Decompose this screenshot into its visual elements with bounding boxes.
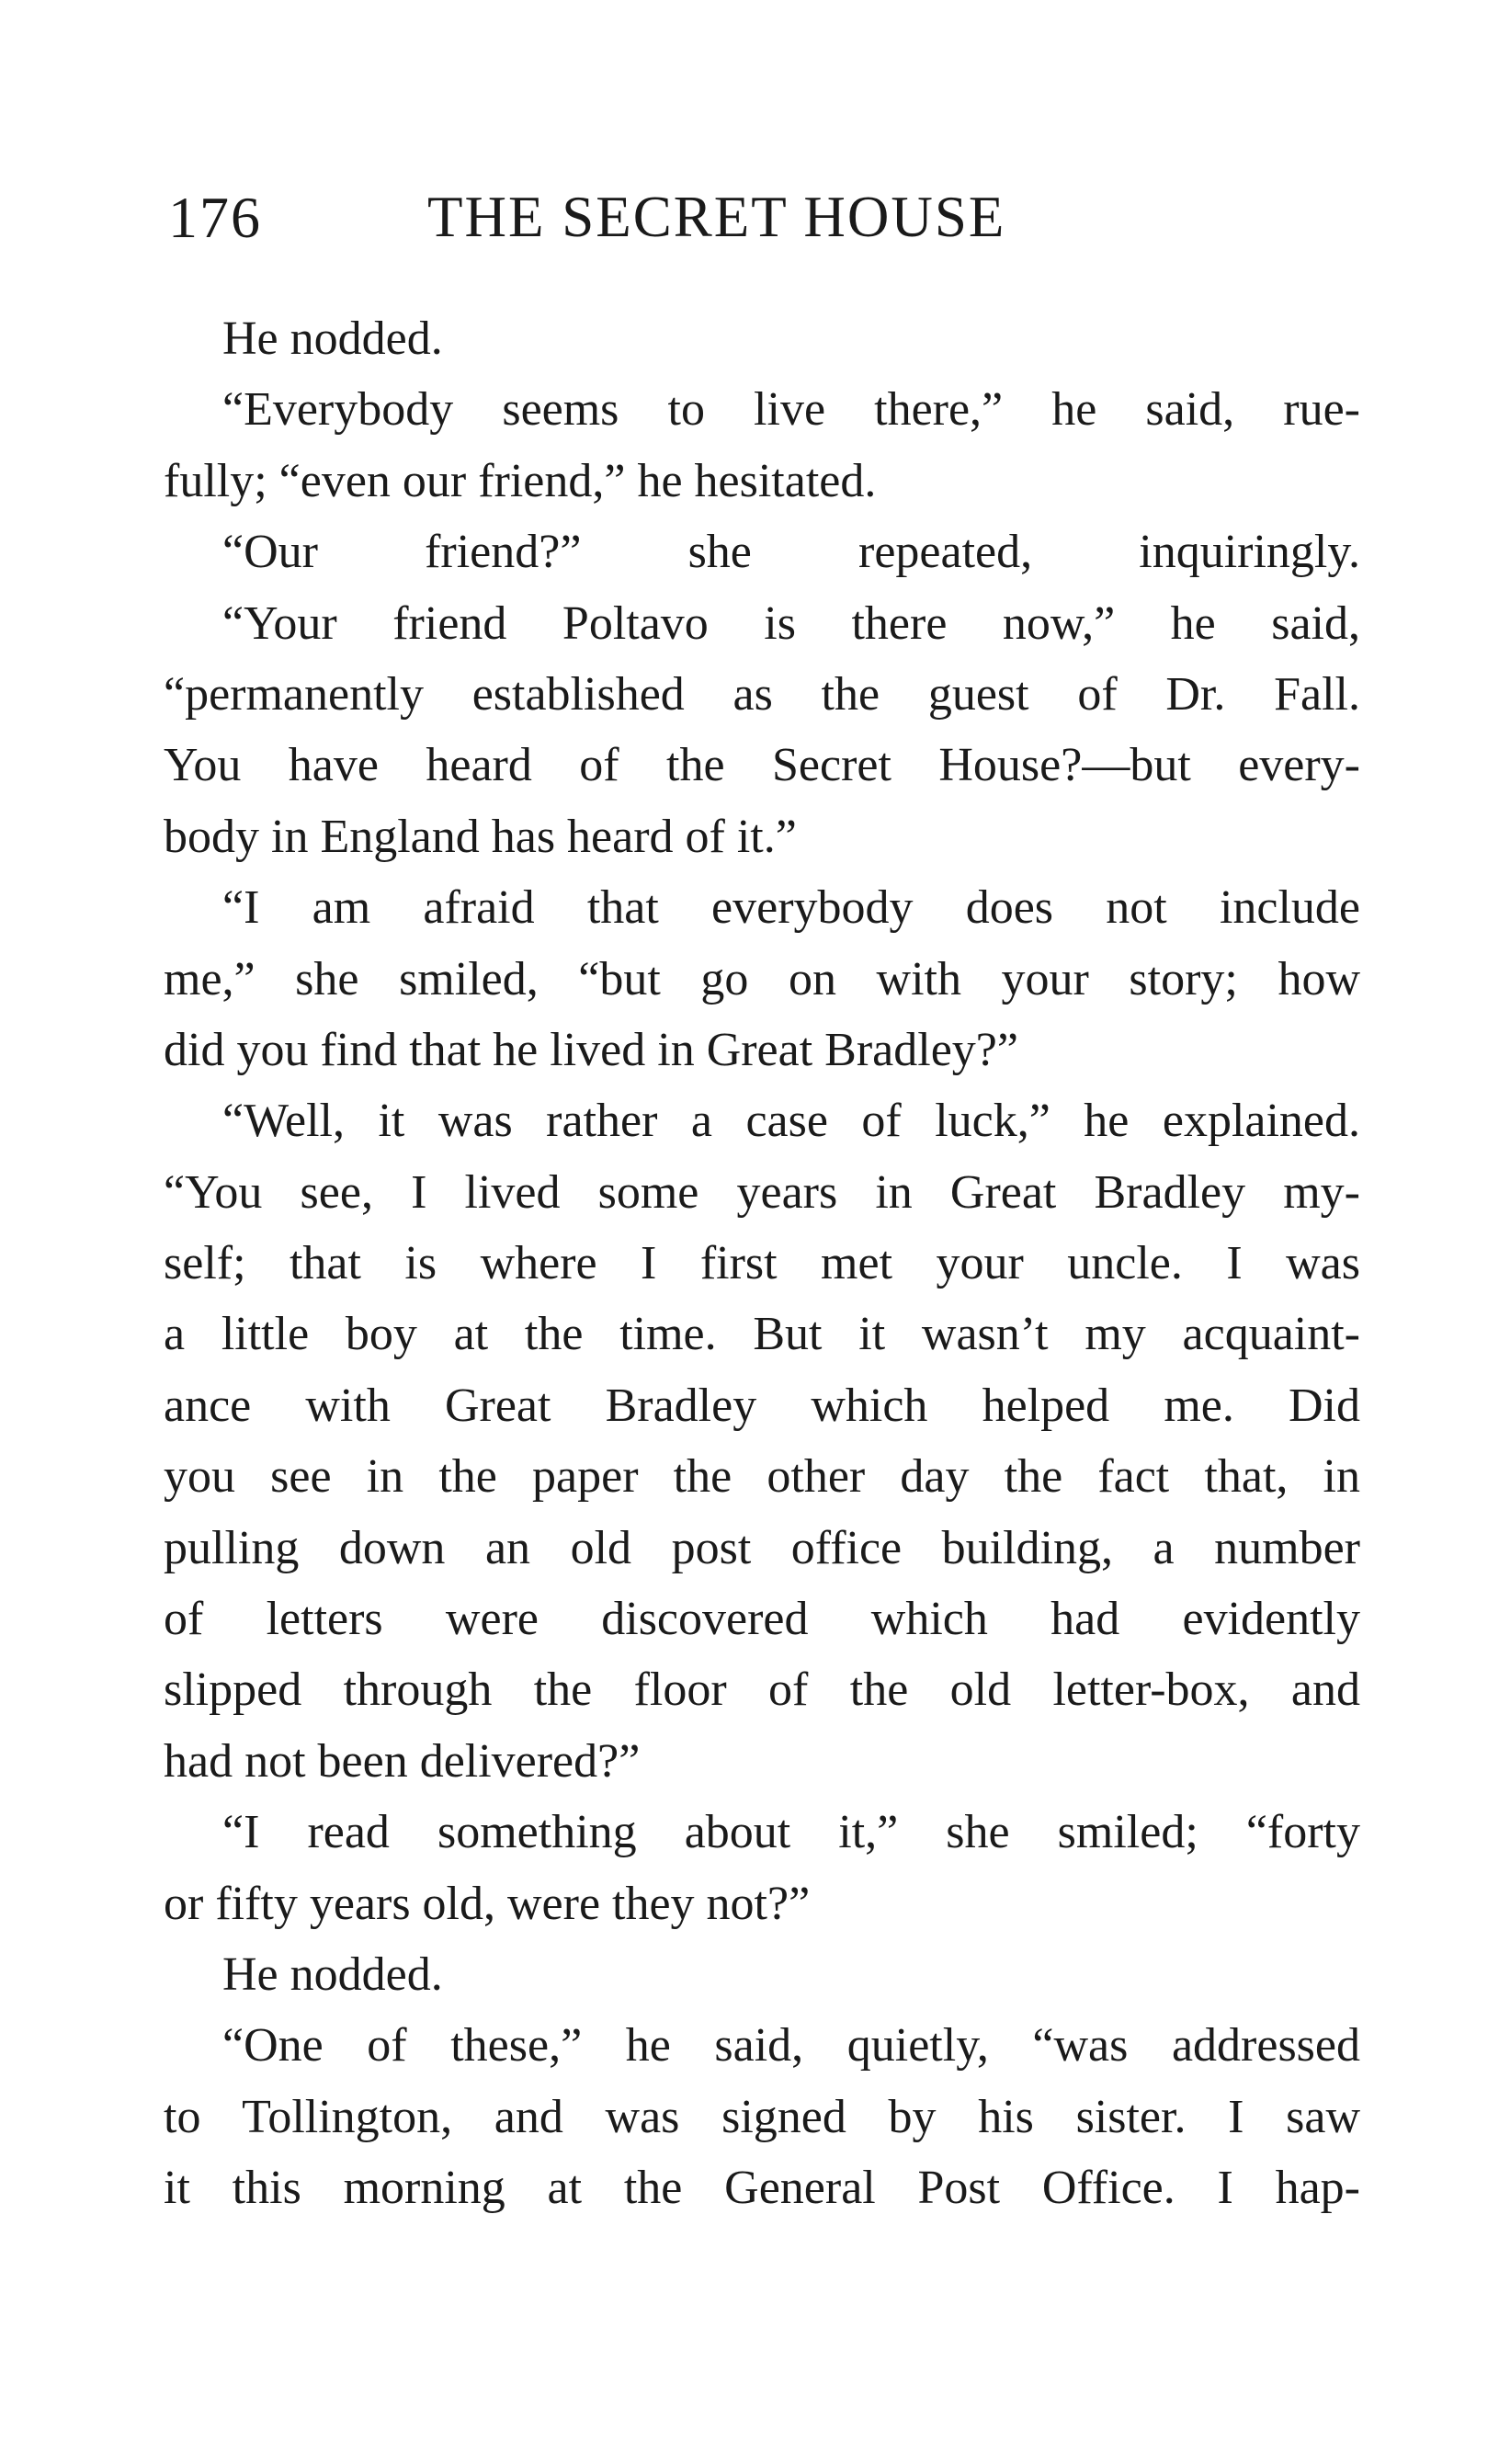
page-header xyxy=(168,184,1124,257)
text-line: it this morning at the General Post Office. I hap- xyxy=(164,2162,1360,2215)
text-line: He nodded. xyxy=(222,1947,443,2001)
text-line: slipped through the floor of the old letter-box, and xyxy=(164,1663,1360,1717)
text-line: You have heard of the Secret House?—but every- xyxy=(164,739,1360,792)
text-line: pulling down an old post office building, a number xyxy=(164,1521,1360,1574)
text-line: “You see, I lived some years in Great Bradley my- xyxy=(164,1165,1360,1219)
text-line: self; that is where I first met your uncle. I was xyxy=(164,1237,1360,1290)
body-text xyxy=(164,303,1360,2224)
text-line: you see in the paper the other day the fact that, in xyxy=(164,1450,1360,1504)
text-line: He nodded. xyxy=(222,312,443,365)
page-number: 176 xyxy=(168,185,262,250)
text-line: “Well, it was rather a case of luck,” he explained. xyxy=(222,1095,1360,1148)
running-title: THE SECRET HOUSE xyxy=(427,185,1006,249)
text-line: ance with Great Bradley which helped me. Did xyxy=(164,1379,1360,1432)
text-line: “One of these,” he said, quietly, “was addressed xyxy=(222,2019,1360,2072)
text-line: “Your friend Poltavo is there now,” he said, xyxy=(222,596,1360,650)
text-line: “Everybody seems to live there,” he said, rue- xyxy=(222,383,1360,437)
text-line: “I am afraid that everybody does not include xyxy=(222,881,1360,935)
text-line: did you find that he lived in Great Bradley?” xyxy=(164,1023,1018,1076)
text-line: me,” she smiled, “but go on with your story; how xyxy=(164,952,1360,1005)
text-line: fully; “even our friend,” he hesitated. xyxy=(164,454,877,507)
text-line: “Our friend?” she repeated, inquiringly. xyxy=(222,526,1360,579)
text-line: had not been delivered?” xyxy=(164,1734,641,1788)
text-line: a little boy at the time. But it wasn’t my acquaint- xyxy=(164,1308,1360,1361)
text-line: or fifty years old, were they not?” xyxy=(164,1877,811,1930)
text-line: body in England has heard of it.” xyxy=(164,810,797,863)
text-line: of letters were discovered which had evidently xyxy=(164,1593,1360,1646)
text-line: to Tollington, and was signed by his sister. I saw xyxy=(164,2090,1360,2143)
text-line: “permanently established as the guest of Dr. Fall. xyxy=(164,667,1360,721)
text-line: “I read something about it,” she smiled; “forty xyxy=(222,1806,1360,1859)
